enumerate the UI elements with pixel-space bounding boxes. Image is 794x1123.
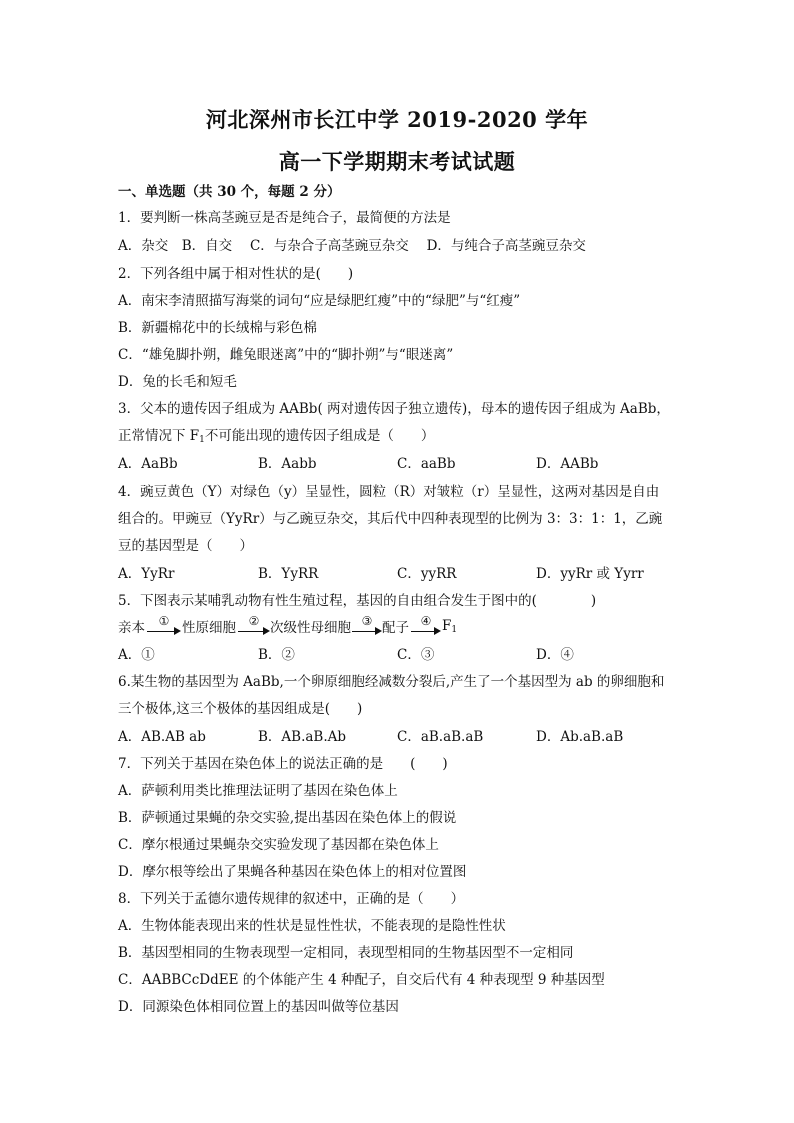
flow-node-secondary-cell: 次级性母细胞	[270, 620, 351, 636]
q1-options: A．杂交 B．自交 C．与杂合子高茎豌豆杂交 D．与纯合子高茎豌豆杂交	[118, 238, 586, 254]
q8-stem: 8．下列关于孟德尔遗传规律的叙述中，正确的是（ ）	[118, 891, 465, 907]
flow-arrow-3	[352, 616, 382, 638]
flow-arrow-4	[411, 616, 441, 638]
q4-option-d: D．yyRr 或 Yyrr	[536, 566, 644, 582]
q3-stem-line1: 3．父本的遗传因子组成为 AABb( 两对遗传因子独立遗传)，母本的遗传因子组成为 AaBb，	[118, 401, 670, 417]
q7-option-c: C．摩尔根通过果蝇杂交实验发现了基因都在染色体上	[118, 837, 439, 853]
flow-node-germline-cell: 性原细胞	[182, 620, 236, 636]
flow-node-f1: $F_1$	[442, 618, 458, 635]
q2-stem: 2．下列各组中属于相对性状的是( )	[118, 266, 354, 282]
q2-option-c: C．“雄兔脚扑朔，雌兔眼迷离”中的“脚扑朔”与“眼迷离”	[118, 347, 454, 363]
q4-stem-line3: 豆的基因型是（ ）	[118, 538, 253, 554]
q7-option-d: D．摩尔根等绘出了果蝇各种基因在染色体上的相对位置图	[118, 864, 467, 880]
exam-title-line1: 河北深州市长江中学 2019-2020 学年	[205, 107, 589, 132]
q3-option-d: D．AABb	[536, 456, 599, 472]
q6-option-b: B．AB.aB.Ab	[258, 729, 347, 745]
q5-option-b: B．②	[258, 647, 295, 663]
flow-arrow-2	[238, 616, 270, 638]
q5-option-d: D．④	[536, 647, 574, 663]
q7-option-a: A．萨顿利用类比推理法证明了基因在染色体上	[118, 783, 398, 799]
q8-option-c: C．AABBCcDdEE 的个体能产生 4 种配子，自交后代有 4 种表现型 9 种基因型	[118, 972, 605, 988]
q3-option-c: C．aaBb	[397, 456, 456, 472]
q8-option-a: A．生物体能表现出来的性状是显性性状，不能表现的是隐性性状	[118, 918, 506, 934]
flow-arrow-1	[147, 616, 181, 638]
q2-option-a: A．南宋李清照描写海棠的词句“应是绿肥红瘦”中的“绿肥”与“红瘦”	[118, 293, 521, 309]
flow-step-2-label: ②	[248, 614, 260, 628]
q6-stem-line1: 6.某生物的基因型为 AaBb,一个卵原细胞经减数分裂后,产生了一个基因型为 ab 的卵细胞和	[118, 674, 665, 690]
q3-stem-line2: 正常情况下 $F_1$不可能出现的遗传因子组成是（ ）	[118, 428, 435, 445]
flow-node-gamete: 配子	[382, 620, 409, 636]
exam-title-line2: 高一下学期期末考试试题	[278, 149, 516, 174]
q6-option-a: A．AB.AB ab	[118, 729, 206, 745]
flow-step-1-label: ①	[158, 614, 170, 628]
q8-option-d: D．同源染色体相同位置上的基因叫做等位基因	[118, 999, 399, 1015]
q4-option-a: A．YyRr	[118, 566, 175, 582]
q7-option-b: B．萨顿通过果蝇的杂交实验,提出基因在染色体上的假说	[118, 810, 457, 826]
q6-stem-line2: 三个极体,这三个极体的基因组成是( )	[118, 701, 363, 717]
q4-option-c: C．yyRR	[397, 566, 457, 582]
flow-node-parent: 亲本	[118, 620, 145, 636]
q4-stem-line1: 4．豌豆黄色（Y）对绿色（y）呈显性，圆粒（R）对皱粒（r）呈显性，这两对基因是自由	[118, 484, 660, 500]
flow-step-4-label: ④	[420, 614, 432, 628]
q2-option-b: B．新疆棉花中的长绒棉与彩色棉	[118, 320, 317, 336]
q4-option-b: B．YyRR	[258, 566, 319, 582]
q8-option-b: B．基因型相同的生物表现型一定相同，表现型相同的生物基因型不一定相同	[118, 945, 574, 961]
q5-option-c: C．③	[397, 647, 435, 663]
q3-option-a: A．AaBb	[118, 456, 178, 472]
q6-option-c: C．aB.aB.aB	[397, 729, 484, 745]
section-heading: 一、单选题（共 30 个，每题 2 分）	[118, 184, 341, 200]
q1-stem: 1．要判断一株高茎豌豆是否是纯合子，最简便的方法是	[118, 210, 451, 226]
q4-stem-line2: 组合的。甲豌豆（YyRr）与乙豌豆杂交，其后代中四种表现型的比例为 3：3：1：1，乙豌	[118, 511, 663, 527]
q3-option-b: B．Aabb	[258, 456, 317, 472]
q6-option-d: D．Ab.aB.aB	[536, 729, 624, 745]
flow-step-3-label: ③	[361, 614, 373, 628]
q5-stem: 5．下图表示某哺乳动物有性生殖过程，基因的自由组合发生于图中的( )	[118, 593, 597, 609]
q7-stem: 7．下列关于基因在染色体上的说法正确的是 ( )	[118, 756, 448, 772]
q5-option-a: A．①	[118, 647, 155, 663]
q2-option-d: D．兔的长毛和短毛	[118, 374, 237, 390]
